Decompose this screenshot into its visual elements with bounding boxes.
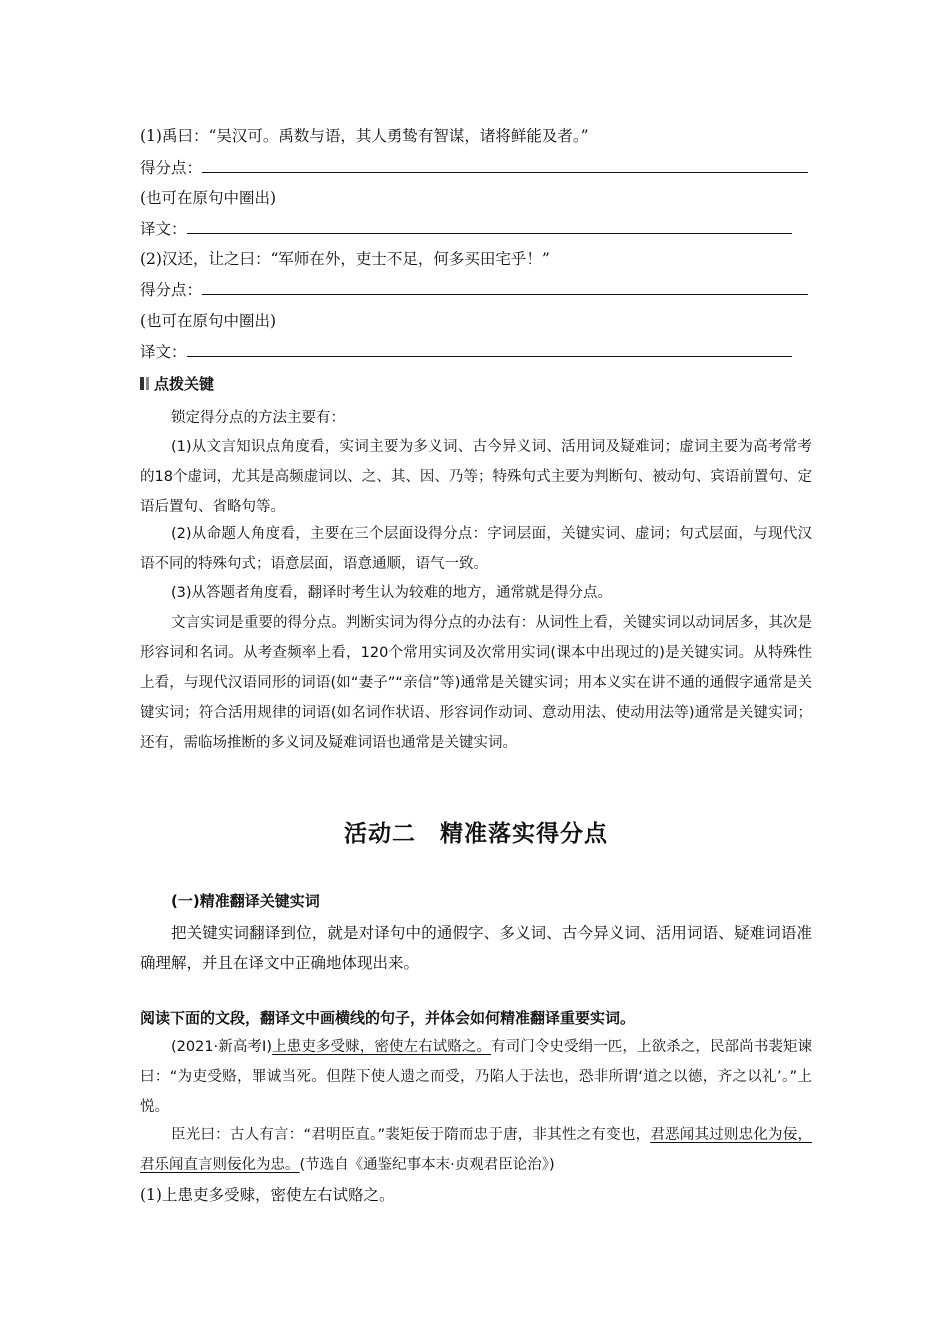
q1-translation-label: 译文：	[140, 220, 187, 238]
q2-score-label: 得分点：	[140, 281, 203, 299]
passage-source: (2021·新高考Ⅰ)	[171, 1039, 273, 1055]
passage-text-2: 臣光曰：古人有言：“君明臣直。”裴矩佞于隋而忠于唐，非其性之有变也，	[171, 1127, 651, 1143]
q2-score-blank[interactable]	[202, 280, 808, 295]
q1-sentence: (1)禹曰：“吴汉可。禹数与语，其人勇鸷有智谋，诸将鲜能及者。”	[140, 127, 589, 145]
q1-circle-note: (也可在原句中圈出)	[140, 189, 277, 207]
question-1: (1)上患吏多受赇，密使左右试赂之。	[140, 1186, 395, 1204]
underlined-sentence-1: 上患吏多受赇，密使左右试赂之。	[272, 1039, 492, 1055]
q2-translation-row	[140, 342, 792, 362]
tips-intro: 锁定得分点的方法主要有：	[171, 410, 345, 426]
passage-text-1: 有司门令史受绢一匹，上欲杀之，民部尚书裴矩谏曰：“为吏受赂，罪诚当死。但陛下使人遗之而受，乃陷人于法也，恐非所谓‘道之以德，齐之以礼’。”上悦。	[140, 1039, 813, 1115]
q2-circle-note: (也可在原句中圈出)	[140, 312, 277, 330]
tips-heading: 点拨关键	[140, 373, 214, 393]
underlined-sentence-2: 君恶闻其过则忠化为佞，君乐闻直言则佞化为忠。	[140, 1127, 812, 1173]
q1-translation-blank[interactable]	[187, 219, 792, 234]
q1-translation-row	[140, 219, 792, 239]
tips-point-1: (1)从文言知识点角度看，实词主要为多义词、古今异义词、活用词及疑难词；虚词主要为高考常考的18个虚词，尤其是高频虚词以、之、其、因、乃等；特殊句式主要为判断句、被动句、宾语前置句、定语后置句、省略句等。	[140, 439, 812, 515]
task-instruction: 阅读下面的文段，翻译文中画横线的句子，并体会如何精准翻译重要实词。	[140, 1009, 636, 1027]
activity-intro: 把关键实词翻译到位，就是对译句中的通假字、多义词、古今异义词、活用词语、疑难词语准确理解，并且在译文中正确地体现出来。	[140, 924, 812, 972]
q1-score-label: 得分点：	[140, 159, 203, 177]
q2-translation-label: 译文：	[140, 343, 187, 361]
tips-point-3: (3)从答题者角度看，翻译时考生认为较难的地方，通常就是得分点。	[171, 585, 613, 601]
passage-paragraph-1	[140, 1032, 812, 1122]
q2-translation-blank[interactable]	[187, 342, 792, 357]
tips-bar-icon	[140, 377, 144, 390]
activity-subheading: (一)精准翻译关键实词	[171, 892, 320, 910]
q1-score-row	[140, 158, 808, 178]
activity-title: 活动二 精准落实得分点	[344, 821, 608, 847]
tips-point-4: 文言实词是重要的得分点。判断实词为得分点的办法有：从词性上看，关键实词以动词居多，其次是形容词和名词。从考查频率上看，120个常用实词及次常用实词(课本中出现过的)是关键实词。从特殊性上看，与现代汉语同形的词语(如“妻子”“亲信”等)通常是关键实词；用本义实在讲不通的通假字通常是关键实词；符合活用规律的词语(如名词作状语、形容词作动词、意动用法、使动用法等)通常是关键实词；还有，需临场推断的多义词及疑难词语也通常是关键实词。	[140, 615, 812, 751]
q1-score-blank[interactable]	[202, 158, 808, 173]
passage-paragraph-2	[140, 1120, 812, 1180]
tips-point-2: (2)从命题人角度看，主要在三个层面设得分点：字词层面，关键实词、虚词；句式层面，与现代汉语不同的特殊句式；语意层面，语意通顺，语气一致。	[140, 526, 812, 572]
q2-sentence: (2)汉还，让之曰：“军师在外，吏士不足，何多买田宅乎！”	[140, 250, 550, 268]
tips-bar-icon-light	[146, 377, 149, 390]
passage-citation: (节选自《通鉴纪事本末·贞观君臣论治》)	[299, 1157, 555, 1173]
q2-score-row	[140, 280, 808, 300]
